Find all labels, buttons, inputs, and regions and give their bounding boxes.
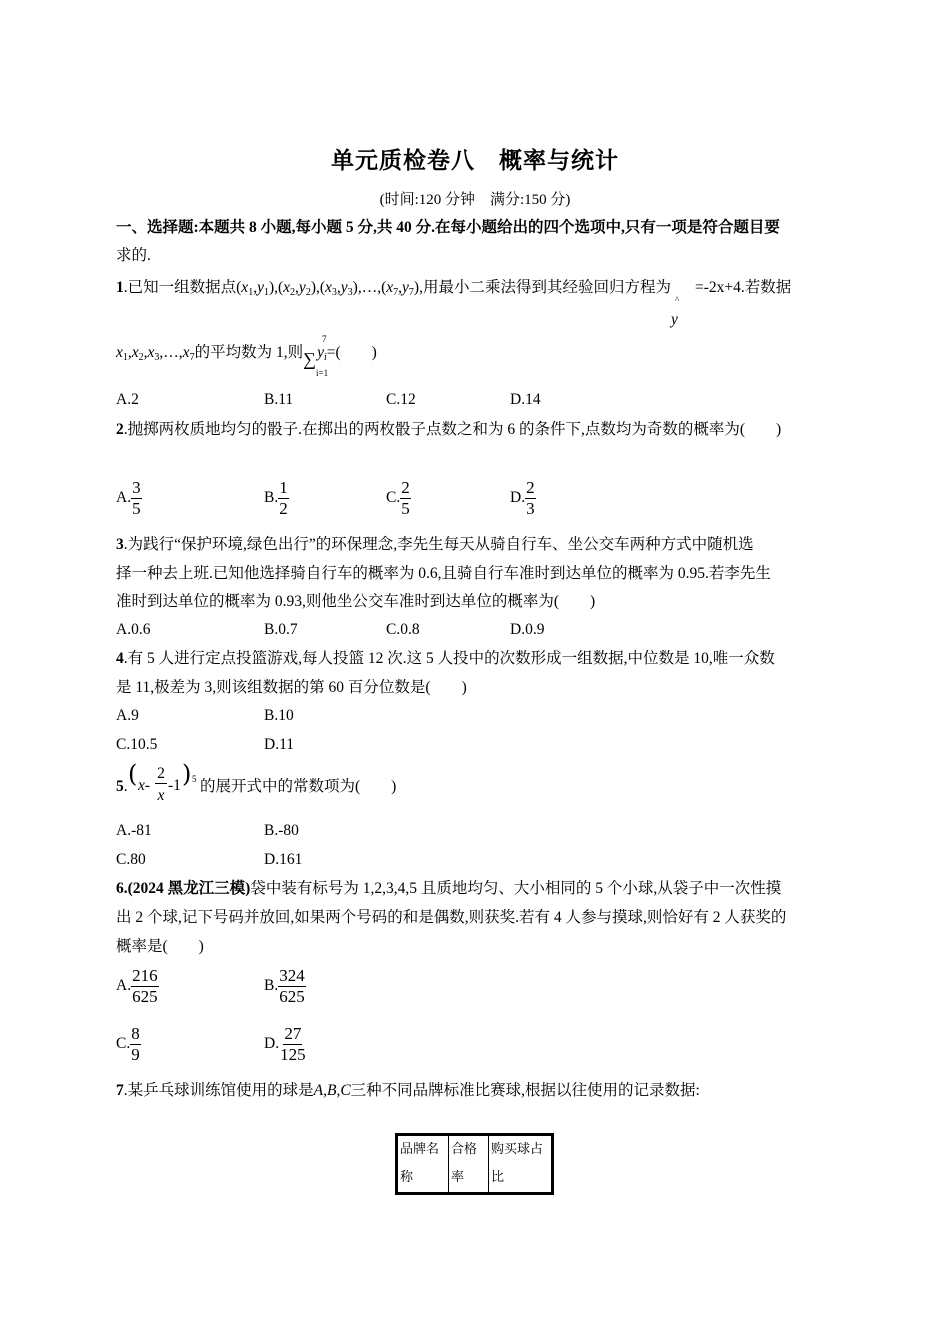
question-5-text: 5. bbox=[116, 778, 128, 795]
question-3-line1: 3.为践行“保护环境,绿色出行”的环保理念,李先生每天从骑自行车、坐公交车两种方式中随机选 bbox=[116, 536, 754, 553]
question-1-line2: $x_1,x_2,x_3,\dots,x_7$的平均数为 1,则 ∑ $y_i=$( ) bbox=[116, 344, 377, 369]
q5-option-b[interactable]: B.-80 bbox=[264, 822, 299, 839]
question-number: 3 bbox=[116, 536, 124, 553]
summation-lower: i=1 bbox=[316, 368, 329, 378]
question-number: 1 bbox=[116, 279, 124, 296]
q2-option-a[interactable]: A. $\frac{3}{5}$ bbox=[116, 478, 141, 518]
section-heading-line1: 一、选择题:本题共 8 小题,每小题 5 分,共 40 分.在每小题给出的四个选项中,只有一项是符合题目要 bbox=[116, 219, 780, 236]
q2-option-b[interactable]: B. $\frac{1}{2}$ bbox=[264, 478, 288, 518]
question-3-line2: 择一种去上班.已知他选择骑自行车的概率为 0.6,且骑自行车准时到达单位的概率为 0.95.若李先生 bbox=[116, 565, 771, 582]
q4-option-a[interactable]: A.9 bbox=[116, 707, 139, 724]
question-number: 7 bbox=[116, 1082, 124, 1099]
q3-option-b[interactable]: B.0.7 bbox=[264, 621, 298, 638]
exam-page: 单元质检卷八 概率与统计 (时间:120 分钟 满分:150 分) 一、选择题:本题共 8 小题,每小题 5 分,共 40 分.在每小题给出的四个选项中,只有一项是符合题目要 求的. 1.已知一组数据点$(x_1,y_1),(x_2,y_2),(x_3,y_3),\dots,(x_7,y_7)$,用最小二乘法得到其经验回归方程为 ^ y =-2x+4.若数据 $x_1,x_2,x_3,\dots,x_7$的平均数为 1,则 ∑ $y_i=$( ) 7 i=1 A.2 B.11 C.12 D.14 2.抛掷两枚质地均匀的骰子.在掷出的两枚骰子点数之和为 6 的条件下,点数均为奇数的概率为( ) A. $\frac{3}{5}$ B. $\frac{1}{2}$ C. $\frac{2}{5}$ D. $\frac{2}{3}$ 3.为践行“保护环境,绿色出行”的环保理念,李先生每天从骑自行车、坐公交车两种方式中随机选 择一种去上班.已知他选择骑自行车的概率为 0.6,且骑自行车准时到达单位的概率为 0.95.若李先生 准时到达单位的概率为 0.93,则他坐公交车准时到达单位的概率为( ) A.0.6 B.0.7 C.0.8 D.0.9 4.有 5 人进行定点投篮游戏,每人投篮 12 次.这 5 人投中的次数形成一组数据,中位数是 10,唯一众数 是 11,极差为 3,则该组数据的第 60 百分位数是( ) A.9 B.10 C.10.5 D.11 5. ( x- 2 x -1 ) 5 的展开式中的常数项为( ) A.-81 B.-80 C.80 D.161 6.(2024 黑龙江三模)袋中装有标号为 1,2,3,4,5 且质地均匀、大小相同的 5 个小球,从袋子中一次性摸 出 2 个球,记下号码并放回,如果两个号码的和是偶数,则获奖.若有 4 人参与摸球,则恰好有 2 人获奖的 概率是( ) A. $\frac{216}{625}$ B. $\frac{324}{625}$ C. $\frac{8}{9}$ D. $\frac{27}{125}$ 7.某乒乓球训练馆使用的球是A,B,C三种不同品牌标准比赛球,根据以往使用的记录数据: 品牌名 称 合格 率 购买球占 比 bbox=[0, 0, 950, 1344]
q1-option-c[interactable]: C.12 bbox=[386, 391, 416, 408]
q3-option-c[interactable]: C.0.8 bbox=[386, 621, 420, 638]
question-6-line2: 出 2 个球,记下号码并放回,如果两个号码的和是偶数,则获奖.若有 4 人参与摸球,则恰好有 2 人获奖的 bbox=[116, 909, 787, 926]
q3-option-a[interactable]: A.0.6 bbox=[116, 621, 151, 638]
q2-option-c[interactable]: C. $\frac{2}{5}$ bbox=[386, 478, 410, 518]
q1-option-b[interactable]: B.11 bbox=[264, 391, 294, 408]
q6-option-d[interactable]: D. $\frac{27}{125}$ bbox=[264, 1024, 306, 1064]
question-3-line3: 准时到达单位的概率为 0.93,则他坐公交车准时到达单位的概率为( ) bbox=[116, 593, 596, 610]
q5-option-a[interactable]: A.-81 bbox=[116, 822, 152, 839]
table-header-pass-rate: 合格 率 bbox=[449, 1135, 489, 1194]
q4-option-d[interactable]: D.11 bbox=[264, 736, 294, 753]
question-number: 2 bbox=[116, 421, 124, 438]
table-header-brand: 品牌名 称 bbox=[397, 1135, 449, 1194]
summation-upper: 7 bbox=[322, 334, 327, 344]
question-number: 4 bbox=[116, 650, 124, 667]
question-6-line3: 概率是( ) bbox=[116, 938, 204, 955]
question-7-text: 7.某乒乓球训练馆使用的球是A,B,C三种不同品牌标准比赛球,根据以往使用的记录数据: bbox=[116, 1082, 700, 1099]
question-5-rest: 的展开式中的常数项为( ) bbox=[200, 778, 397, 795]
q3-option-d[interactable]: D.0.9 bbox=[510, 621, 545, 638]
table-row bbox=[397, 1135, 553, 1194]
q1-option-d[interactable]: D.14 bbox=[510, 391, 541, 408]
question-number: 5 bbox=[116, 778, 124, 795]
q2-option-d[interactable]: D. $\frac{2}{3}$ bbox=[510, 478, 535, 518]
table-header-purchase-share: 购买球占 比 bbox=[489, 1135, 553, 1194]
section-heading-line2: 求的. bbox=[116, 247, 151, 264]
q4-option-b[interactable]: B.10 bbox=[264, 707, 294, 724]
question-6-line1: 6.(2024 黑龙江三模)袋中装有标号为 1,2,3,4,5 且质地均匀、大小相同的 5 个小球,从袋子中一次性摸 bbox=[116, 880, 782, 897]
q6-option-c[interactable]: C. $\frac{8}{9}$ bbox=[116, 1024, 140, 1064]
q6-option-b[interactable]: B. $\frac{324}{625}$ bbox=[264, 966, 305, 1006]
question-number: 6 bbox=[116, 880, 124, 897]
q4-option-c[interactable]: C.10.5 bbox=[116, 736, 158, 753]
question-4-line1: 4.有 5 人进行定点投篮游戏,每人投篮 12 次.这 5 人投中的次数形成一组数据,中位数是 10,唯一众数 bbox=[116, 650, 775, 667]
question-4-line2: 是 11,极差为 3,则该组数据的第 60 百分位数是( ) bbox=[116, 679, 467, 696]
brand-data-table bbox=[395, 1133, 554, 1195]
question-2-text: 2.抛掷两枚质地均匀的骰子.在掷出的两枚骰子点数之和为 6 的条件下,点数均为奇数的概率为( ) bbox=[116, 421, 782, 438]
q5-option-d[interactable]: D.161 bbox=[264, 851, 303, 868]
q5-option-c[interactable]: C.80 bbox=[116, 851, 146, 868]
q1-option-a[interactable]: A.2 bbox=[116, 391, 139, 408]
question-source: (2024 黑龙江三模) bbox=[127, 880, 251, 897]
question-1-line1: 1.已知一组数据点$(x_1,y_1),(x_2,y_2),(x_3,y_3),\dots,(x_7,y_7)$,用最小二乘法得到其经验回归方程为 ^ y =-2x+4.若数据 bbox=[116, 279, 792, 328]
q6-option-a[interactable]: A. $\frac{216}{625}$ bbox=[116, 966, 158, 1006]
page-title: 单元质检卷八 概率与统计 bbox=[331, 148, 619, 174]
exam-info: (时间:120 分钟 满分:150 分) bbox=[379, 192, 571, 208]
